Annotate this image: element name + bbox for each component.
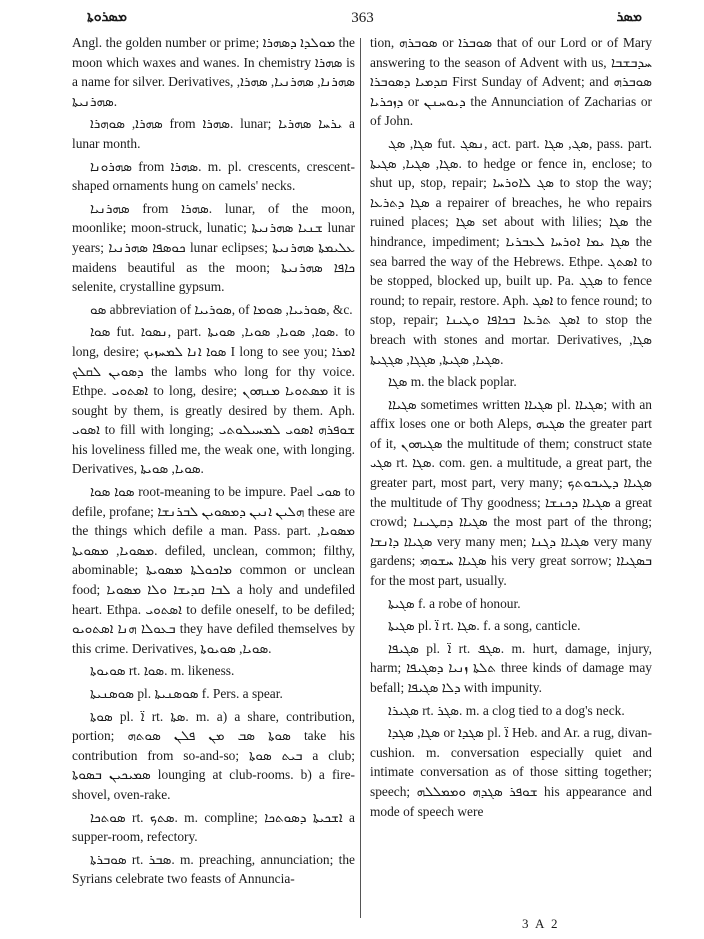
dictionary-entry: ܣܘ abbreviation of ܣܘܪܝܝܐ, of ܣܘܪܝܝܐ, ܣܘܡܐ, &c. [90, 301, 353, 317]
dictionary-entry: ܣܓܝܬܐ f. a robe of honour. [388, 595, 521, 611]
left-column [72, 33, 355, 892]
dictionary-entry: ܣܘܬܟܐ rt. ܣܬܟ. m. compline; ܐܫܟܝܬܐ ܕܣܘܬܟܐ a supper-room, refectory. [72, 809, 355, 845]
dictionary-entry: ܣܗܪܘܢܐ from ܣܗܪܐ. m. pl. crescents, crescent-shaped ornaments hung on camels' necks. [72, 158, 355, 194]
dictionary-entry: ܣܓܝܦܐ pl. ܐ̈ rt. ܣܓܦ. m. hurt, damage, injury, harm; ܬܠܬܐ ܙܢܝܐ ܕܣܓܝܦܐ three kinds of damage may befall; ܕܠܐ ܣܓܝܦܐ with impunity. [370, 640, 652, 695]
dictionary-entry: ܣܘܒܪܬܐ rt. ܣܒܪ. m. preaching, annunciation; the Syrians celebrate two feasts of Annuncia- [72, 851, 355, 887]
dictionary-entry: ܣܓܐ, ܣܓ fut. ܢܣܓ, act. part. ܣܓ, ܣܓܐ, pass. part. ܣܓܐ, ܣܓܝܐ, ܣܓܝܬܐ. to hedge or fence in, enclose; to shut up, stop, repair; ܣܓ ܠܐܘܪܚܐ to stop the way; ܣܓܐ ܕܬܪܥܐ a repairer of breaches, he who repairs ruined places; ܣܓܐ set about with lilies; ܣܓܐ the hindrance, impediment; ܣܓܐ ܝܡܐ ܐܘܪܚܐ ܠܥܒܪܝܐ the sea barred the way of the Hebrews. Ethpe. ܐܣܬܓ to be stopped, blocked up, built up. Pa. ܣܓܓ to fence round; to repair, restore. Aph. ܐܣܓ to fence round; to stop, repair; ܐܣܓ ܬܪܥܐ ܒܟܐܦܐ ܘܛܝܢܐ to stop the breach with stones and mortar. Derivatives, ܣܓܐ, ܣܓܝܐ, ܣܓܝܬܐ, ܣܓܓܐ, ܣܓܓܝܬܐ. [370, 135, 653, 367]
page-number: 363 [351, 10, 374, 26]
dictionary-entry: tion, ܣܘܒܪܗ or ܣܘܒܪܐ that of our Lord or of Mary answering to the season of Advent with us, ܚܕܒܫܒܐ ܩܕܡܝܐ ܕܣܘܒܪܐ First Sunday of Advent; and ܣܘܒܪܗ ܕܙܟܪܝܐ or ܕܝܘܚܢܢ the Annunciation of Zacharias or of John. [370, 35, 652, 129]
dictionary-entry: Angl. the golden number or prime; ܡܘܠܕܐ ܕܣܗܪܐ the moon which waxes and wanes. In chemistry ܣܗܪܐ is a name for silver. Derivatives, ܣܗܪܢܐ, ܣܗܪܢܝܐ, ܣܗܪܐ, ܣܗܪܢܝܬܐ. [72, 35, 355, 109]
dictionary-entry: ܣܓܝܬܐ pl. ܐ̈ rt. ܣܓܐ. f. a song, canticle. [388, 618, 581, 634]
header-right-guide-word: ܡܣܪ [616, 10, 642, 25]
dictionary-entry: ܣܗܪܐ, ܣܘܗܪܐ from ܣܗܪܐ. lunar; ܝܪܚܐ ܣܗܪܝܐ a lunar month. [72, 116, 355, 151]
dictionary-entry: ܣܘܣܢܝܬܐ pl. ܣܘܣܢܝܬܐ f. Pers. a spear. [90, 686, 283, 701]
dictionary-entry: ܣܓܝܪܐ rt. ܣܓܪ. m. a clog tied to a dog's neck. [388, 702, 625, 718]
dictionary-entry: ܣܘܝܘܬܐ rt. ܣܘܐ. m. likeness. [90, 663, 235, 679]
dictionary-entry: ܣܓܝܐܐ sometimes written ܣܓܝܐܐ pl. ܣܓܝܐܐ; with an affix loses one or both Aleps, ܣܓܝܗ the greater part of it, ܣܓܝܗܘܢ the multitude of them; construct state ܣܓܝ rt. ܣܓܐ. com. gen. a multitude, a great part, the greater part, most part, very many; ܣܓܝܐܐ ܕܛܝܒܘܬܟ the multitude of Thy goodness; ܣܓܝܐܐ ܕܟܢܫܐ a great crowd; ܣܓܝܐܐ ܕܩܛܝܢܐ the most part of the throng; ܣܓܝܐܐ ܕܐܢܫܐ very many men; ܣܓܝܐܐ ܕܓܢܐ very many gardens; ܣܓܝܐܐ ܚܫܘܗܝ his very great sorrow; ܒܣܓܝܐܐ for the most part, usually. [370, 396, 653, 589]
header-left-guide-word: ܡܣܪܘܬܐ [87, 10, 127, 25]
dictionary-entry: ܣܘܐ ܣܘܐ root-meaning to be impure. Pael ܣܘܝ to defile, profane; ܗܠܝܢ ܐܢܝܢ ܕܡܣܘܝܢ ܠܒܪܢܫܐ these are the things which defile a man. Pass. part. ܡܣܘܝܐ, ܡܣܘܝܐ, ܡܣܘܝܬܐ. defiled, unclean, common; filthy, abominable; ܡܐܟܘܠܬܐ ܡܣܘܝܬܐ common or unclean food; ܠܒܐ ܩܕܝܫܐ ܘܠܐ ܡܣܘܝܐ a holy and undefiled heart. Ethpa. ܐܣܬܘܝ to defile oneself, to be defiled; ܒܥܘܠܐ ܗܢܐ ܐܣܬܘܝܘ they have defiled themselves by this crime. Derivatives, ܣܘܝܐ, ܣܘܝܘܬܐ. [72, 484, 356, 656]
signature-mark: 3 A 2 [522, 916, 560, 931]
dictionary-entry: ܣܓܐ, ܣܓܕܐ or ܣܓܕܐ pl. ܐ̈ Heb. and Ar. a rug, divan-cushion. m. conversation especially quiet and intimate conversation as of those sitting together; speech; ܫܘܦܪ ܣܓܕܗ ܘܡܡܠܠܗ his appearance and mode of speech were [370, 725, 652, 819]
page-header [75, 8, 650, 30]
dictionary-entry: ܣܓܐ m. the black poplar. [388, 374, 517, 390]
dictionary-entry: ܣܗܪܢܝܐ from ܣܗܪܐ. lunar, of the moon, moonlike; moon-struck, lunatic; ܫܢܝܐ ܣܗܪܢܝܬܐ lunar years; ܟܘܣܦܐ ܣܗܪܢܝܐ lunar eclipses; ܥܠܝܡܬܐ ܣܗܪܢܝܬܐ maidens beautiful as the moon; ܟܐܦܐ ܣܗܪܢܝܬܐ selenite, crystalline gypsum. [72, 200, 355, 295]
right-column [370, 33, 652, 824]
dictionary-entry: ܣܘܬܐ pl. ܐ̈ rt. ܣܬܐ. m. a) a share, contribution, portion; ܣܘܬܐ ܣܒ ܡܢ ܦܠܢ ܣܘܬܗ take his contribution from so-and-so; ܒܝܬ ܣܘܬܐ a club; ܣܡܝܟܝܢ ܒܣܘܬܐ lounging at club-rooms. b) a fire-shovel, oven-rake. [72, 708, 356, 802]
column-divider [360, 38, 361, 918]
dictionary-entry: ܣܘܐ fut. ܢܣܘܐ, part. ܣܘܐ, ܣܘܝܐ, ܣܘܝܐ, ܣܘܝܬܐ. to long, desire; ܣܘܐ ܐܢܐ ܠܡܚܙܝܟ I long to see you; ܐܡܪܐ ܕܣܘܝܢ ܠܩܠܟ the lambs who long for thy voice. Ethpe. ܐܣܬܘܝ to long, desire; ܡܣܬܘܝܐ ܡܢܗܘܢ it is sought by them, is greatly desired by them. Aph. ܐܣܘܝ to fill with longing; ܫܘܦܪܗ ܐܣܘܝ ܠܡܚܝܠܘܬܝ his loveliness filled me, the weak one, with longing. Derivatives, ܣܘܝܐ, ܣܘܝܬܐ. [72, 324, 356, 477]
